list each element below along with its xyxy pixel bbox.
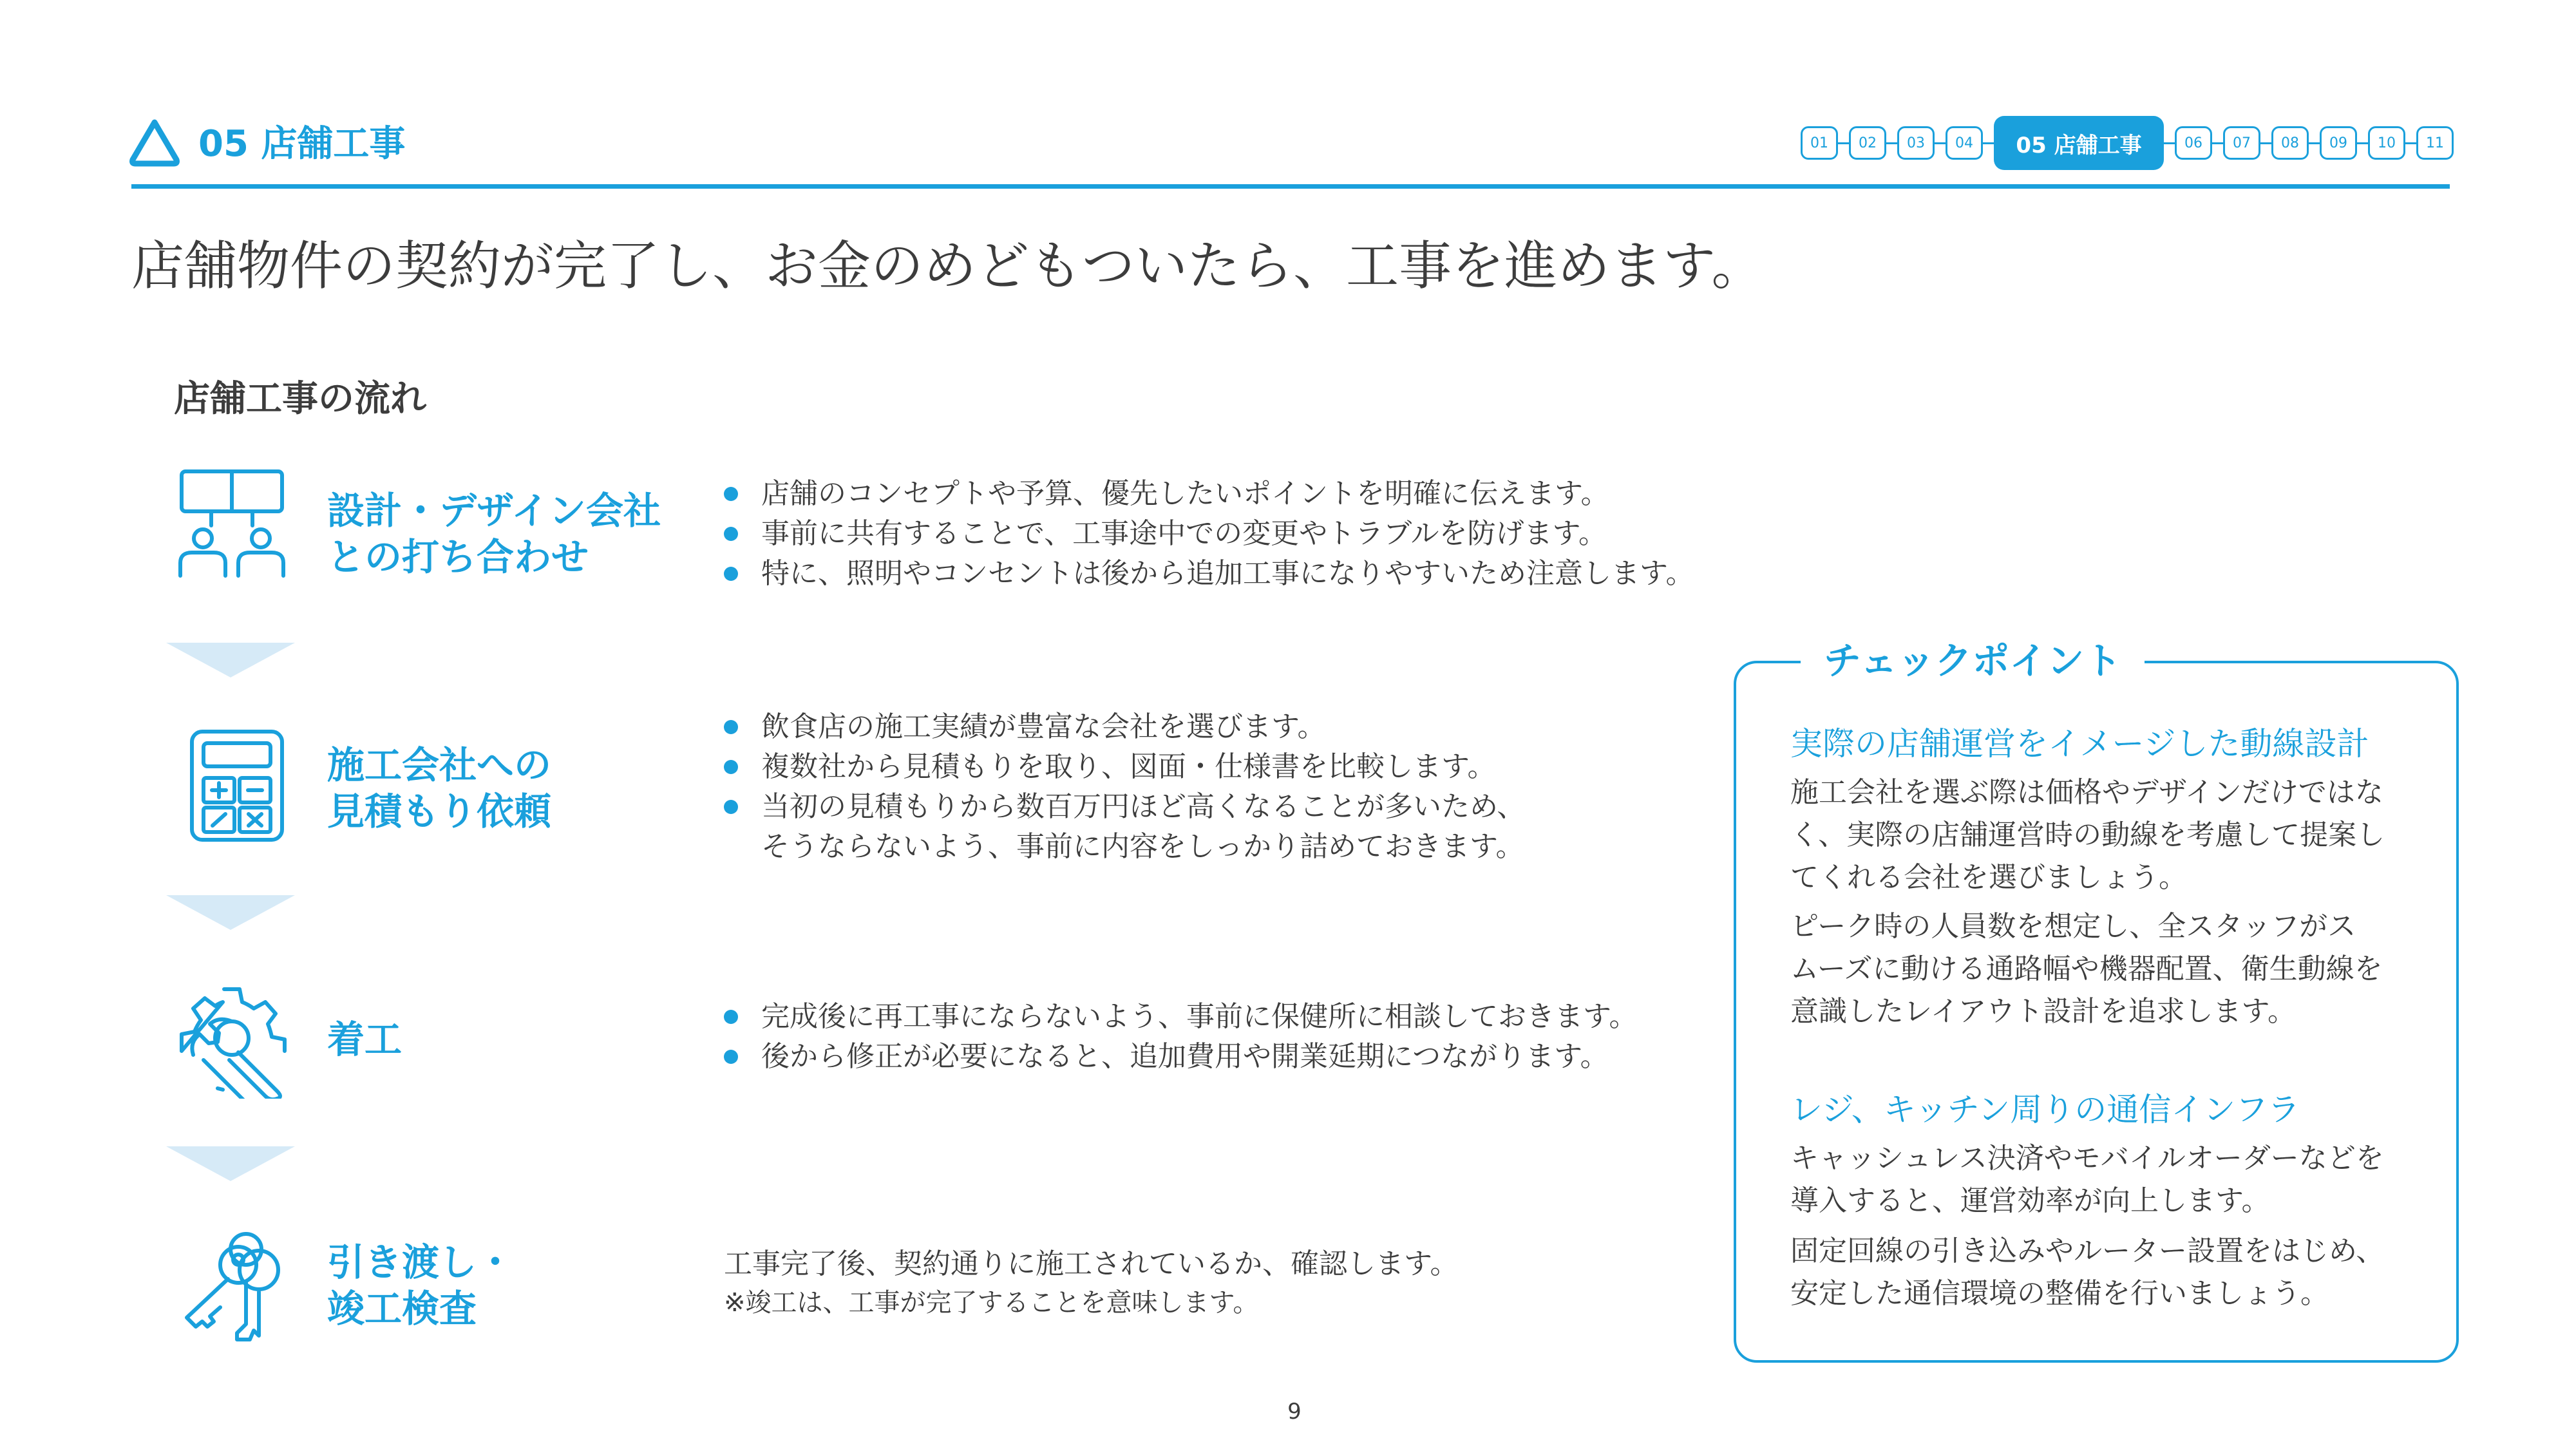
lead-text: 店舗物件の契約が完了し、お金のめどもついたら、工事を進めます。: [131, 236, 1765, 297]
step-arrow-icon: [166, 643, 295, 677]
checkpoint-line: 固定回線の引き込みやルーター設置をはじめ、: [1790, 1235, 2385, 1267]
checkpoint-line: 意識したレイアウト設計を追求します。: [1790, 995, 2296, 1028]
step-2-title-line-1: 施工会社への: [327, 743, 552, 787]
checkpoint-title: チェックポイント: [1801, 636, 2145, 685]
checkpoint-line: 安定した通信環境の整備を行いましょう。: [1790, 1277, 2329, 1310]
step-arrow-icon: [166, 1146, 295, 1181]
step-1-bullets: [724, 474, 1694, 594]
step-3-bullets: [724, 997, 1637, 1077]
step-4-text: 工事完了後、契約通りに施工されているか、確認します。: [724, 1247, 1459, 1280]
nav-chip-09[interactable]: 09: [2320, 126, 2357, 160]
step-4-title-line-1: 引き渡し・: [327, 1240, 515, 1284]
nav-chip-04[interactable]: 04: [1946, 126, 1983, 160]
checkpoint-heading-1: 実際の店舗運営をイメージした動線設計: [1790, 725, 2369, 762]
triangle-logo-icon: [129, 117, 180, 169]
list-item-continuation: そうならないよう、事前に内容をしっかり詰めておきます。: [761, 830, 1524, 863]
list-item: 店舗のコンセプトや予算、優先したいポイントを明確に伝えます。: [724, 474, 1694, 514]
step-1-title-line-2: との打ち合わせ: [327, 535, 589, 579]
nav-chip-05-active[interactable]: 05 店舗工事: [1994, 116, 2164, 170]
checkpoint-line: ムーズに動ける通路幅や機器配置、衛生動線を: [1790, 952, 2383, 985]
section-nav: [1801, 117, 2454, 169]
step-4-note: ※竣工は、工事が完了することを意味します。: [724, 1288, 1259, 1318]
nav-chip-06[interactable]: 06: [2175, 126, 2212, 160]
nav-chip-08[interactable]: 08: [2271, 126, 2309, 160]
list-item: 完成後に再工事にならないよう、事前に保健所に相談しておきます。: [724, 997, 1637, 1037]
nav-chip-11[interactable]: 11: [2416, 126, 2454, 160]
checkpoint-line: く、実際の店舗運営時の動線を考慮して提案し: [1790, 819, 2385, 851]
step-arrow-icon: [166, 895, 295, 930]
list-item: 特に、照明やコンセントは後から追加工事になりやすいため注意します。: [724, 554, 1694, 594]
nav-chip-01[interactable]: 01: [1801, 126, 1838, 160]
meeting-icon: [174, 466, 290, 582]
nav-chip-07[interactable]: 07: [2223, 126, 2260, 160]
list-item: 飲食店の施工実績が豊富な会社を選びます。: [724, 707, 1525, 747]
checkpoint-line: てくれる会社を選びましょう。: [1790, 861, 2187, 894]
nav-chip-10[interactable]: 10: [2368, 126, 2405, 160]
keys-icon: [174, 1227, 290, 1343]
header-divider: [131, 184, 2450, 189]
step-2-bullets: [724, 707, 1525, 867]
step-2-title-line-2: 見積もり依頼: [327, 790, 552, 833]
list-item: 後から修正が必要になると、追加費用や開業延期につながります。: [724, 1037, 1637, 1077]
checkpoint-heading-2: レジ、キッチン周りの通信インフラ: [1790, 1091, 2300, 1128]
nav-chip-02[interactable]: 02: [1849, 126, 1886, 160]
step-4-title-line-2: 竣工検査: [327, 1287, 477, 1331]
nav-chip-03[interactable]: 03: [1897, 126, 1935, 160]
step-1-title-line-1: 設計・デザイン会社: [327, 489, 661, 533]
gear-wrench-icon: [174, 983, 290, 1099]
list-item: 事前に共有することで、工事途中での変更やトラブルを防げます。: [724, 514, 1694, 554]
step-3-title: 着工: [327, 1018, 402, 1061]
checkpoint-line: キャッシュレス決済やモバイルオーダーなどを: [1790, 1142, 2384, 1175]
list-item: 複数社から見積もりを取り、図面・仕様書を比較します。: [724, 747, 1525, 787]
page-number: 9: [1287, 1399, 1302, 1425]
checkpoint-line: 導入すると、運営効率が向上します。: [1790, 1184, 2270, 1217]
calculator-icon: [179, 728, 295, 844]
list-item: 当初の見積もりから数百万円ほど高くなることが多いため、: [724, 787, 1525, 827]
section-title: 05 店舗工事: [198, 123, 406, 165]
flow-title: 店舗工事の流れ: [174, 378, 426, 420]
checkpoint-line: ピーク時の人員数を想定し、全スタッフがス: [1790, 910, 2356, 943]
checkpoint-line: 施工会社を選ぶ際は価格やデザインだけではな: [1790, 776, 2383, 809]
